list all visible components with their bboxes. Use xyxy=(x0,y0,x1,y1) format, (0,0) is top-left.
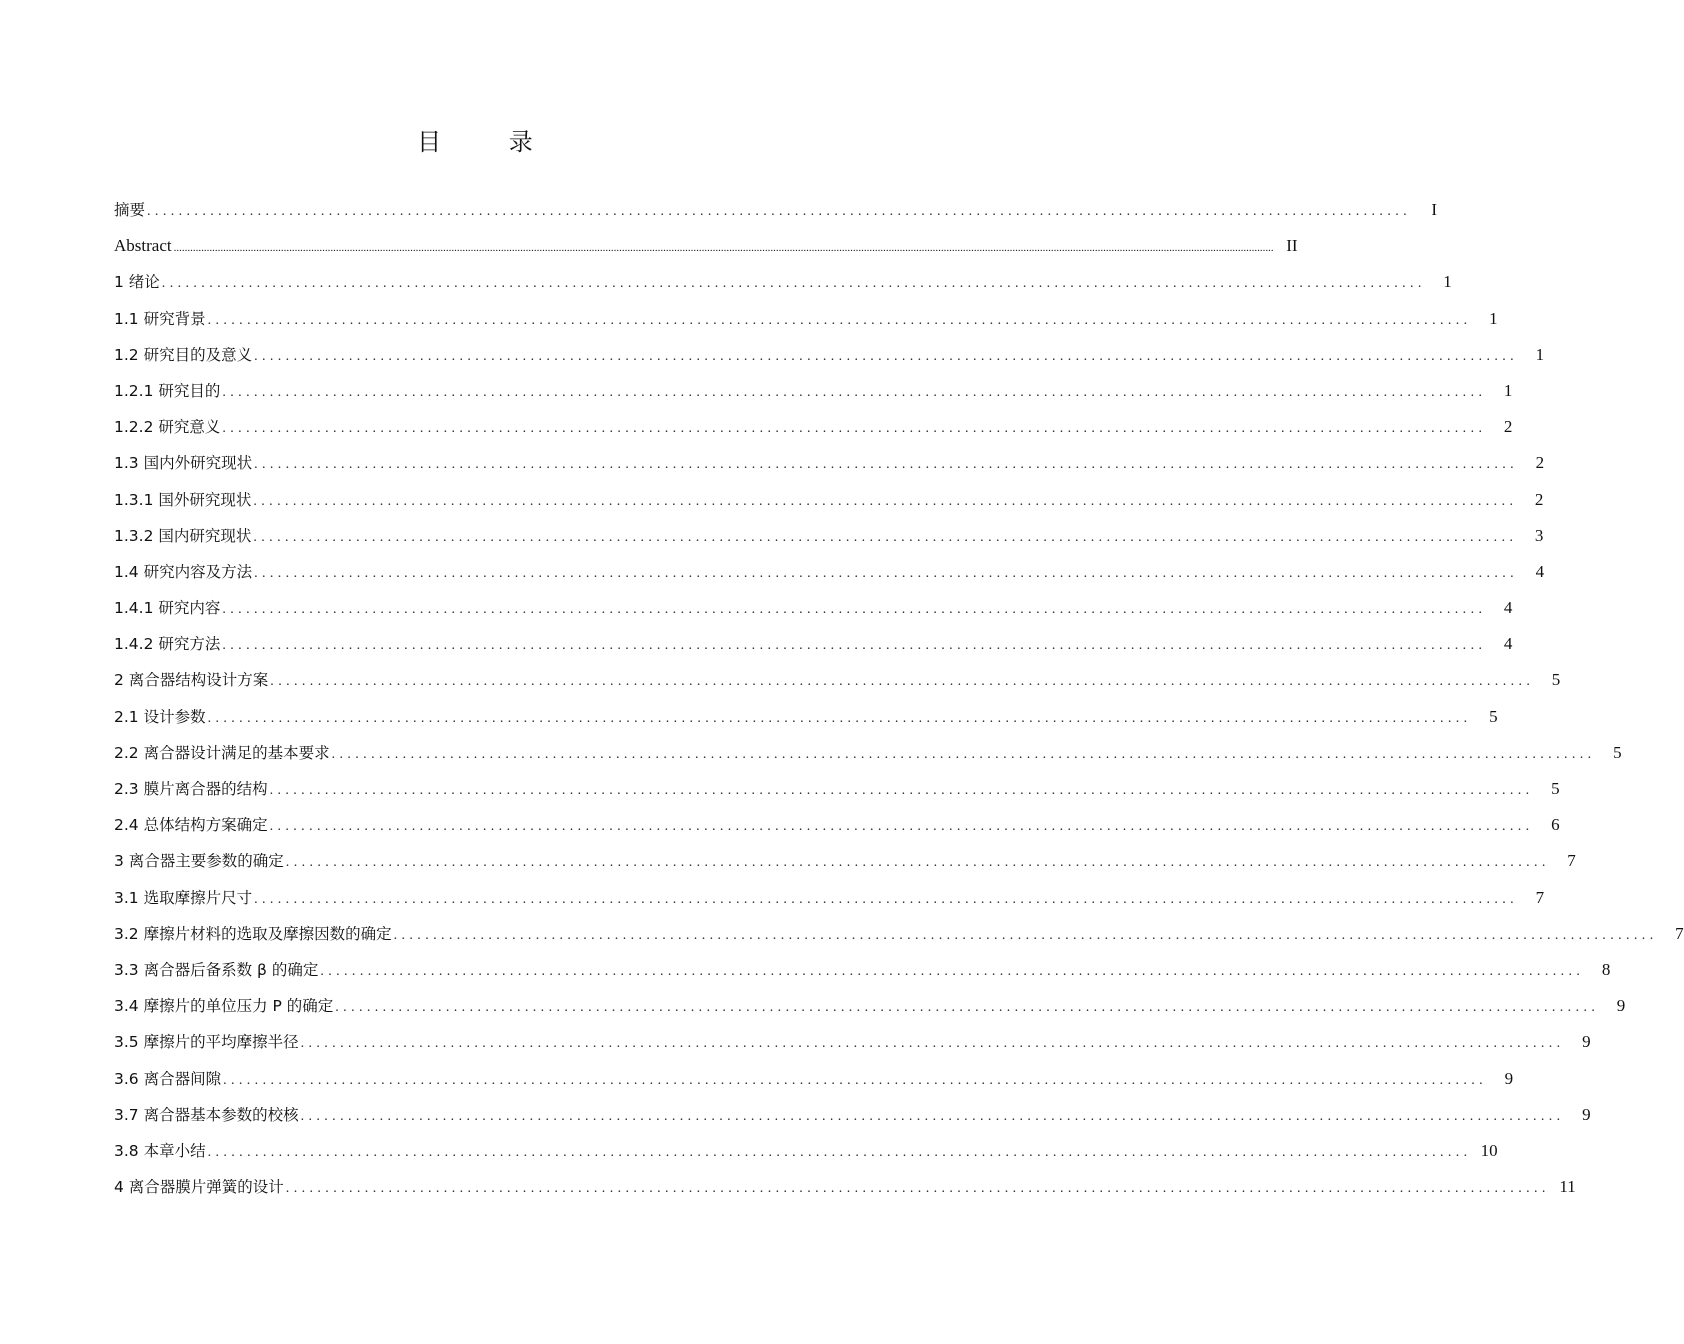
toc-page-number: I xyxy=(1431,200,1438,219)
toc-page-number: 2 xyxy=(1534,489,1544,509)
toc-leader: ................................................................................................................................................................ xyxy=(222,638,1487,654)
toc-page-number: 10 xyxy=(1480,1140,1498,1160)
toc-entry-label: Abstract xyxy=(114,236,172,256)
toc-leader: ................................................................................................................................................................ xyxy=(335,1000,1600,1016)
toc-page-number: 4 xyxy=(1535,561,1545,581)
toc-page-number: 1 xyxy=(1503,380,1513,400)
toc-leader: ................................................................................................................................................................ xyxy=(222,421,1487,437)
toc-entry-label: 3.3 离合器后备系数 β 的确定 xyxy=(114,960,319,979)
toc-entry[interactable] xyxy=(114,268,1452,304)
toc-page-number: 2 xyxy=(1535,453,1545,473)
toc-leader: ................................................................................................................................................................ xyxy=(269,783,1534,798)
toc-entry-label: 2.3 膜片离合器的结构 xyxy=(114,780,268,798)
toc-entry[interactable] xyxy=(114,341,1545,377)
toc-entry-label: 1.3 国内外研究现状 xyxy=(114,454,253,473)
toc-page-number: 6 xyxy=(1551,815,1560,835)
toc-entry-label: 2.2 离合器设计满足的基本要求 xyxy=(114,743,330,762)
toc-page-number: 7 xyxy=(1567,851,1576,871)
toc-page-number: II xyxy=(1286,236,1298,256)
toc-entry[interactable] xyxy=(114,449,1545,485)
toc-leader: ................................................................................................................................................................ xyxy=(300,1108,1565,1124)
toc-entry-label: 3.4 摩擦片的单位压力 P 的确定 xyxy=(114,997,334,1016)
toc-entry-label: 1.4 研究内容及方法 xyxy=(114,562,253,581)
toc-leader: ................................................................................................................................................................ xyxy=(254,565,1519,581)
toc-entry-label: 3.6 离合器间隙 xyxy=(114,1069,222,1088)
toc-page-number: 7 xyxy=(1675,923,1684,943)
toc-leader: ................................................................................................................................................................ xyxy=(147,204,1412,219)
toc-entry[interactable] xyxy=(114,305,1498,341)
toc-page-number: 4 xyxy=(1503,634,1513,654)
toc-page-number: 5 xyxy=(1613,742,1622,762)
toc-entry[interactable] xyxy=(114,775,1560,811)
toc-entry-label: 3.5 摩擦片的平均摩擦半径 xyxy=(114,1033,299,1052)
toc-entry[interactable] xyxy=(114,1065,1514,1101)
table-of-contents xyxy=(114,196,1684,1209)
toc-entry[interactable] xyxy=(114,232,1298,268)
toc-entry[interactable] xyxy=(114,1028,1591,1064)
toc-entry[interactable] xyxy=(114,811,1560,847)
toc-entry[interactable] xyxy=(114,522,1544,558)
toc-leader: ................................................................................................................................................................ xyxy=(253,493,1518,509)
toc-leader: ................................................................................................................................................................ xyxy=(254,348,1519,364)
toc-leader: ................................................................................................................................................................ xyxy=(254,891,1519,907)
toc-entry-label: 2.1 设计参数 xyxy=(114,707,206,726)
toc-page-number: 3 xyxy=(1534,525,1544,545)
toc-entry[interactable] xyxy=(114,703,1498,739)
toc-page-number: 2 xyxy=(1503,417,1513,437)
toc-entry[interactable] xyxy=(114,920,1684,956)
toc-leader: ................................................................................................................................................................ xyxy=(207,1144,1472,1160)
toc-leader: ................................................................................................................................................................ xyxy=(254,457,1519,473)
toc-entry-label: 1.3.1 国外研究现状 xyxy=(114,490,252,509)
toc-entry-label: 1.3.2 国内研究现状 xyxy=(114,526,252,545)
toc-entry[interactable] xyxy=(114,377,1513,413)
page-title: 目 录 xyxy=(417,128,563,156)
toc-entry[interactable] xyxy=(114,486,1544,522)
toc-leader: ................................................................................................................................................................ xyxy=(223,1072,1488,1088)
toc-entry[interactable] xyxy=(114,739,1622,775)
toc-entry[interactable] xyxy=(114,956,1611,992)
toc-leader: ................................................................................................................................................................ xyxy=(161,276,1426,292)
toc-entry[interactable] xyxy=(114,630,1513,666)
toc-entry[interactable] xyxy=(114,196,1438,232)
toc-entry[interactable] xyxy=(114,847,1576,883)
toc-page-number: 1 xyxy=(1489,308,1498,328)
toc-page-number: 5 xyxy=(1489,706,1498,726)
toc-entry-label: 3.8 本章小结 xyxy=(114,1141,206,1160)
toc-entry[interactable] xyxy=(114,594,1513,630)
toc-entry[interactable] xyxy=(114,992,1626,1028)
toc-entry-label: 1.4.1 研究内容 xyxy=(114,599,221,618)
toc-page-number: 8 xyxy=(1601,959,1611,979)
toc-entry-label: 3.2 摩擦片材料的选取及摩擦因数的确定 xyxy=(114,924,392,943)
toc-page-number: 7 xyxy=(1535,887,1545,907)
toc-leader: ................................................................................................................................................................ xyxy=(222,602,1487,618)
toc-entry-label: 1 绪论 xyxy=(114,273,160,292)
toc-entry[interactable] xyxy=(114,666,1561,702)
toc-leader: ................................................................................................................................................................ xyxy=(393,927,1658,943)
toc-entry-label: 1.2 研究目的及意义 xyxy=(114,345,253,364)
toc-leader: ................................................................................................................................................................ xyxy=(320,963,1585,979)
toc-entry-label: 2 离合器结构设计方案 xyxy=(114,671,269,690)
toc-entry-label: 3 离合器主要参数的确定 xyxy=(114,852,284,871)
toc-page-number: 11 xyxy=(1559,1177,1576,1197)
toc-entry[interactable] xyxy=(114,1137,1498,1173)
toc-leader: ................................................................................................................................................................ xyxy=(285,855,1550,871)
toc-entry[interactable] xyxy=(114,558,1545,594)
toc-entry[interactable] xyxy=(114,413,1513,449)
toc-entry-label: 3.7 离合器基本参数的校核 xyxy=(114,1105,299,1124)
toc-leader: ................................................................................................................................................................ xyxy=(222,384,1487,400)
toc-page-number: 5 xyxy=(1551,670,1561,690)
toc-leader: ................................................................................................................................................................ xyxy=(269,819,1534,835)
toc-page-number: 5 xyxy=(1551,779,1560,798)
toc-leader: ................................................................................................................................................................ xyxy=(253,529,1518,545)
toc-entry[interactable] xyxy=(114,884,1545,920)
toc-page-number: 9 xyxy=(1582,1032,1591,1052)
toc-entry-label: 1.4.2 研究方法 xyxy=(114,635,221,654)
toc-leader: ................................................................................................................................................................ xyxy=(270,674,1535,690)
toc-leader: ................................................................................................................................................................................................................................................................................................................................................................................................................ xyxy=(173,242,1274,255)
toc-entry-label: 摘要 xyxy=(114,201,146,219)
toc-entry-label: 2.4 总体结构方案确定 xyxy=(114,816,268,835)
toc-page-number: 9 xyxy=(1616,996,1626,1016)
toc-leader: ................................................................................................................................................................ xyxy=(285,1181,1550,1197)
toc-leader: ................................................................................................................................................................ xyxy=(207,312,1472,328)
toc-leader: ................................................................................................................................................................ xyxy=(207,710,1472,726)
toc-page-number: 9 xyxy=(1504,1068,1514,1088)
toc-entry-label: 3.1 选取摩擦片尺寸 xyxy=(114,888,253,907)
toc-entry-label: 1.1 研究背景 xyxy=(114,309,206,328)
toc-leader: ................................................................................................................................................................ xyxy=(300,1036,1565,1052)
toc-page-number: 9 xyxy=(1582,1104,1591,1124)
toc-page-number: 4 xyxy=(1503,598,1513,618)
toc-page-number: 1 xyxy=(1443,272,1452,292)
toc-leader: ................................................................................................................................................................ xyxy=(331,746,1596,762)
toc-entry-label: 1.2.1 研究目的 xyxy=(114,381,221,400)
toc-entry[interactable] xyxy=(114,1101,1591,1137)
toc-page-number: 1 xyxy=(1535,344,1545,364)
toc-entry-label: 4 离合器膜片弹簧的设计 xyxy=(114,1178,284,1197)
toc-entry-label: 1.2.2 研究意义 xyxy=(114,418,221,437)
toc-entry[interactable] xyxy=(114,1173,1576,1209)
